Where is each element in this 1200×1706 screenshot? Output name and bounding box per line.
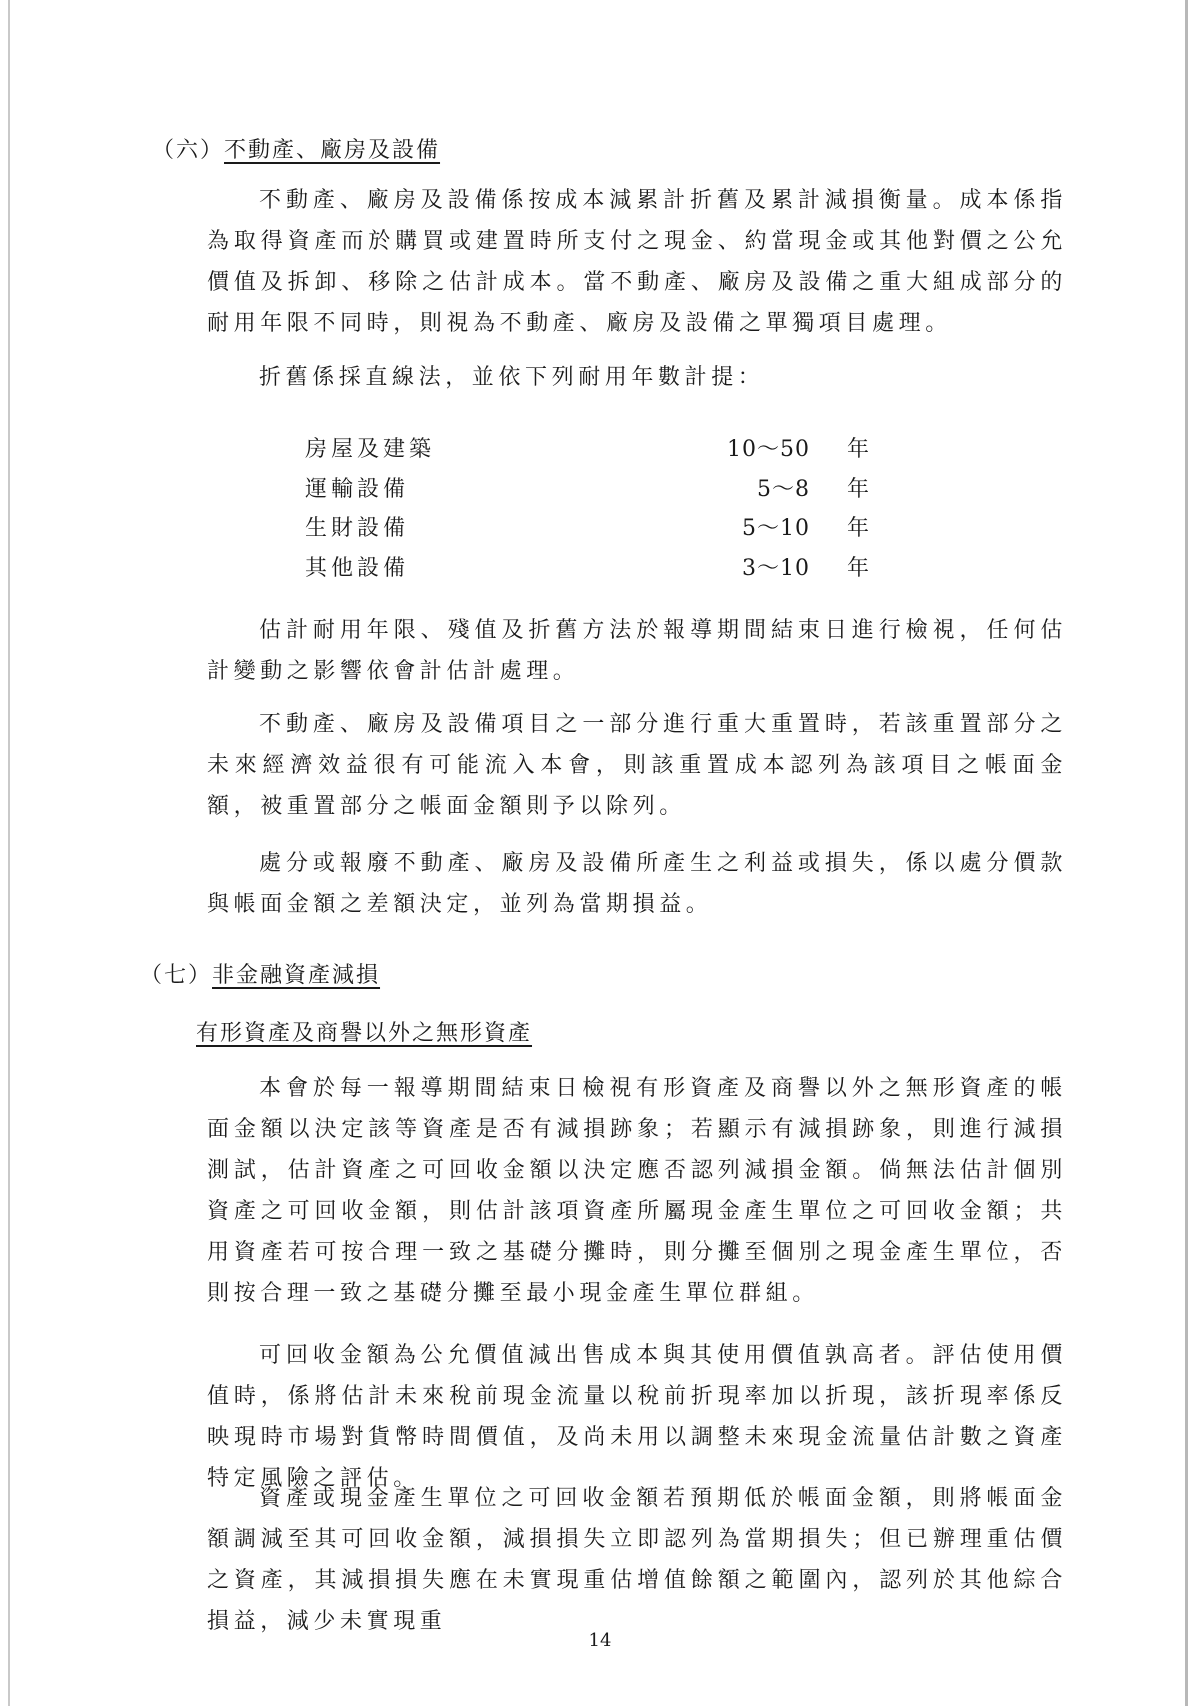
useful-life-range: 10～50 <box>727 437 810 462</box>
section-6-number: （六） <box>152 138 225 163</box>
section-7-title: 非金融資產減損 <box>212 963 381 988</box>
section-6-title: 不動產、廠房及設備 <box>224 138 441 163</box>
section-7-paragraph-1: 本會於每一報導期間結束日檢視有形資產及商譽以外之無形資產的帳面金額以決定該等資產是否有減損跡象；若顯示有減損跡象，則進行減損測試，估計資產之可回收金額以決定應否認列減損金額。倘無法估計個別資產之可回收金額，則估計該項資產所屬現金產生單位之可回收金額；共用資產若可按合理一致之基礎分攤時，則分攤至個別之現金產生單位，否則按合理一致之基礎分攤至最小現金產生單位群組。 <box>207 1076 1067 1306</box>
useful-lives-table <box>305 432 885 590</box>
asset-category: 生財設備 <box>305 516 410 541</box>
section-6-paragraph-3: 估計耐用年限、殘值及折舊方法於報導期間結束日進行檢視，任何估計變動之影響依會計估計處理。 <box>207 618 1067 684</box>
section-6-paragraph-1: 不動產、廠房及設備係按成本減累計折舊及累計減損衡量。成本係指為取得資產而於購買或建置時所支付之現金、約當現金或其他對價之公允價值及拆卸、移除之估計成本。當不動產、廠房及設備之重大組成部分的耐用年限不同時，則視為不動產、廠房及設備之單獨項目處理。 <box>207 188 1067 336</box>
useful-life-unit: 年 <box>846 476 869 502</box>
section-6-heading <box>152 133 440 164</box>
section-7-heading <box>140 958 380 989</box>
useful-life-row <box>305 432 885 472</box>
useful-life-row <box>305 511 885 551</box>
asset-category: 其他設備 <box>305 555 410 581</box>
useful-life-range: 3～10 <box>742 555 810 581</box>
useful-life-row <box>305 472 885 512</box>
asset-category: 運輸設備 <box>305 476 410 502</box>
section-7-subtitle: 有形資產及商譽以外之無形資產 <box>196 1021 533 1046</box>
useful-life-unit: 年 <box>846 437 869 462</box>
section-6-paragraph-5: 處分或報廢不動產、廠房及設備所產生之利益或損失，係以處分價款與帳面金額之差額決定，並列為當期損益。 <box>207 851 1067 917</box>
page-number: 14 <box>588 1630 612 1651</box>
useful-life-unit: 年 <box>846 516 869 541</box>
section-6-paragraph-4: 不動產、廠房及設備項目之一部分進行重大重置時，若該重置部分之未來經濟效益很有可能流入本會，則該重置成本認列為該項目之帳面金額，被重置部分之帳面金額則予以除列。 <box>207 712 1067 819</box>
section-7-paragraph-2: 可回收金額為公允價值減出售成本與其使用價值孰高者。評估使用價值時，係將估計未來稅前現金流量以稅前折現率加以折現，該折現率係反映現時市場對貨幣時間價值，及尚未用以調整未來現金流量估計數之資產特定風險之評估。 <box>207 1343 1067 1491</box>
asset-category: 房屋及建築 <box>305 437 436 462</box>
useful-life-row <box>305 551 885 591</box>
useful-life-range: 5～8 <box>757 476 810 502</box>
useful-life-range: 5～10 <box>742 516 810 541</box>
section-6-paragraph-2: 折舊係採直線法，並依下列耐用年數計提： <box>259 365 765 390</box>
useful-life-unit: 年 <box>846 555 869 581</box>
section-7-number: （七） <box>140 963 213 988</box>
section-7-paragraph-3: 資產或現金產生單位之可回收金額若預期低於帳面金額，則將帳面金額調減至其可回收金額，減損損失立即認列為當期損失；但已辦理重估價之資產，其減損損失應在未實現重估增值餘額之範圍內，認列於其他綜合損益，減少未實現重 <box>207 1486 1067 1634</box>
